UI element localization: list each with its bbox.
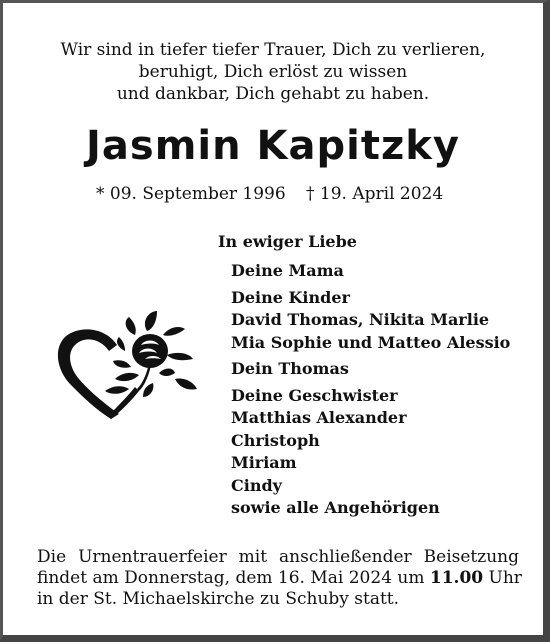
service-time: 11.00	[429, 568, 484, 588]
service-time-unit: Uhr	[483, 568, 522, 588]
mourner-line: Matthias Alexander	[231, 408, 407, 427]
mourner-line: sowie alle Angehörigen	[231, 498, 440, 517]
deceased-name: Jasmin Kapitzky	[86, 123, 460, 169]
mourner-line: David Thomas, Nikita Marlie	[231, 310, 490, 329]
mourner-line: Miriam	[231, 453, 297, 472]
intro-line: beruhigt, Dich erlöst zu wissen	[138, 62, 408, 82]
heart-with-rose-icon	[55, 301, 205, 426]
mourner-line: Christoph	[231, 430, 320, 450]
mourner-line: Cindy	[231, 475, 282, 495]
mourner-line: Deine Kinder	[231, 287, 350, 307]
intro-text	[3, 39, 543, 105]
mourner-line: Dein Thomas	[231, 359, 349, 378]
mourners-list	[231, 260, 510, 520]
mourner-line: Mia Sophie und Matteo Alessio	[231, 332, 511, 352]
service-date-text: findet am Donnerstag, dem 16. Mai 2024 um	[37, 568, 430, 588]
mourner-line: Deine Mama	[231, 261, 344, 280]
mourners-lead: In ewiger Liebe	[218, 232, 357, 251]
intro-line: und dankbar, Dich gehabt zu haben.	[116, 84, 430, 104]
service-announcement	[37, 547, 522, 610]
mourner-line: Deine Geschwister	[231, 385, 398, 405]
intro-line: Wir sind in tiefer tiefer Trauer, Dich zu verlieren,	[60, 40, 486, 60]
service-line	[37, 568, 522, 589]
service-line: Die Urnentrauerfeier mit anschließender Beisetzung	[37, 547, 519, 567]
service-line: in der St. Michaelskirche zu Schuby statt.	[37, 589, 400, 609]
death-date: † 19. April 2024	[306, 184, 444, 204]
birth-date: * 09. September 1996	[96, 184, 286, 204]
